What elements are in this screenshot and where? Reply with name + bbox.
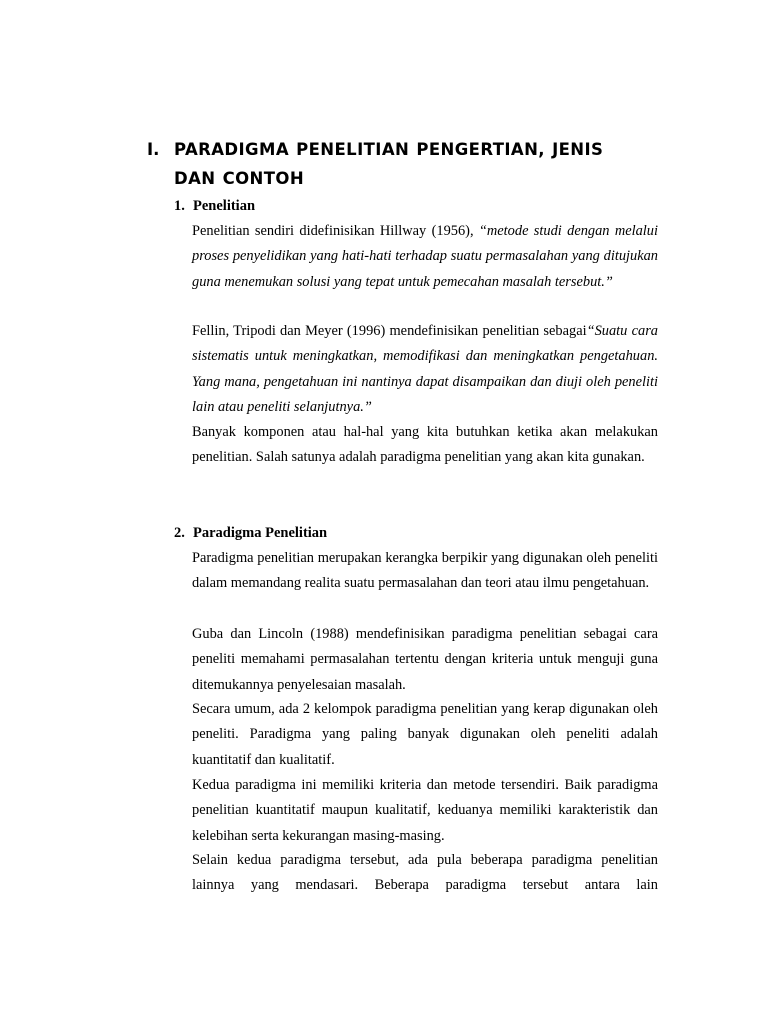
paragraph-text: Penelitian sendiri didefinisikan Hillway (1956),	[192, 223, 479, 239]
paragraph-quote: “Suatu cara sistematis untuk meningkatkan, memodifikasi dan meningkatkan pengetahuan. Yang mana, pengetahuan ini nantinya dapat disampaikan dan diuji oleh peneliti lain atau peneliti selanjutnya.”	[192, 323, 658, 415]
paragraph-paradigma-definition: Paradigma penelitian merupakan kerangka berpikir yang digunakan oleh peneliti dalam memandang realita suatu permasalahan dan teori atau ilmu pengetahuan.	[192, 550, 658, 592]
chapter-title: PARADIGMA PENELITIAN PENGERTIAN, JENIS DAN CONTOH	[174, 140, 604, 188]
section-title: Paradigma Penelitian	[193, 525, 328, 541]
section-heading-penelitian	[174, 197, 255, 215]
paragraph-fellin-definition	[192, 319, 658, 420]
section-number: 1.	[174, 198, 185, 214]
section-title: Penelitian	[193, 198, 256, 214]
paragraph-text: Fellin, Tripodi dan Meyer (1996) mendefinisikan penelitian sebagai	[192, 323, 587, 339]
chapter-number: I.	[147, 140, 160, 159]
paragraph-hillway-definition	[192, 219, 658, 295]
section-heading-paradigma	[174, 524, 327, 542]
paragraph-kelompok-paradigma: Secara umum, ada 2 kelompok paradigma penelitian yang kerap digunakan oleh peneliti. Paradigma yang paling banyak digunakan oleh peneliti adalah kuantitatif dan kualitatif.	[192, 701, 658, 768]
chapter-heading	[147, 135, 647, 193]
paragraph-components: Banyak komponen atau hal-hal yang kita butuhkan ketika akan melakukan penelitian. Salah satunya adalah paradigma penelitian yang akan kita gunakan.	[192, 424, 658, 466]
paragraph-paradigma-lainnya: Selain kedua paradigma tersebut, ada pula beberapa paradigma penelitian lainnya yang mendasari. Beberapa paradigma tersebut antara lain	[192, 852, 658, 894]
paragraph-kriteria-metode: Kedua paradigma ini memiliki kriteria dan metode tersendiri. Baik paradigma penelitian kuantitatif maupun kualitatif, keduanya memiliki karakteristik dan kelebihan serta kekurangan masing-masing.	[192, 777, 658, 844]
paragraph-guba-lincoln: Guba dan Lincoln (1988) mendefinisikan paradigma penelitian sebagai cara peneliti memahami permasalahan tertentu dengan kriteria untuk menguji guna ditemukannya penyelesaian masalah.	[192, 626, 658, 693]
paragraph-quote: “metode studi dengan melalui proses penyelidikan yang hati-hati terhadap suatu permasalahan yang ditujukan guna menemukan solusi yang tepat untuk pemecahan masalah tersebut.”	[192, 223, 658, 290]
section-number: 2.	[174, 525, 185, 541]
